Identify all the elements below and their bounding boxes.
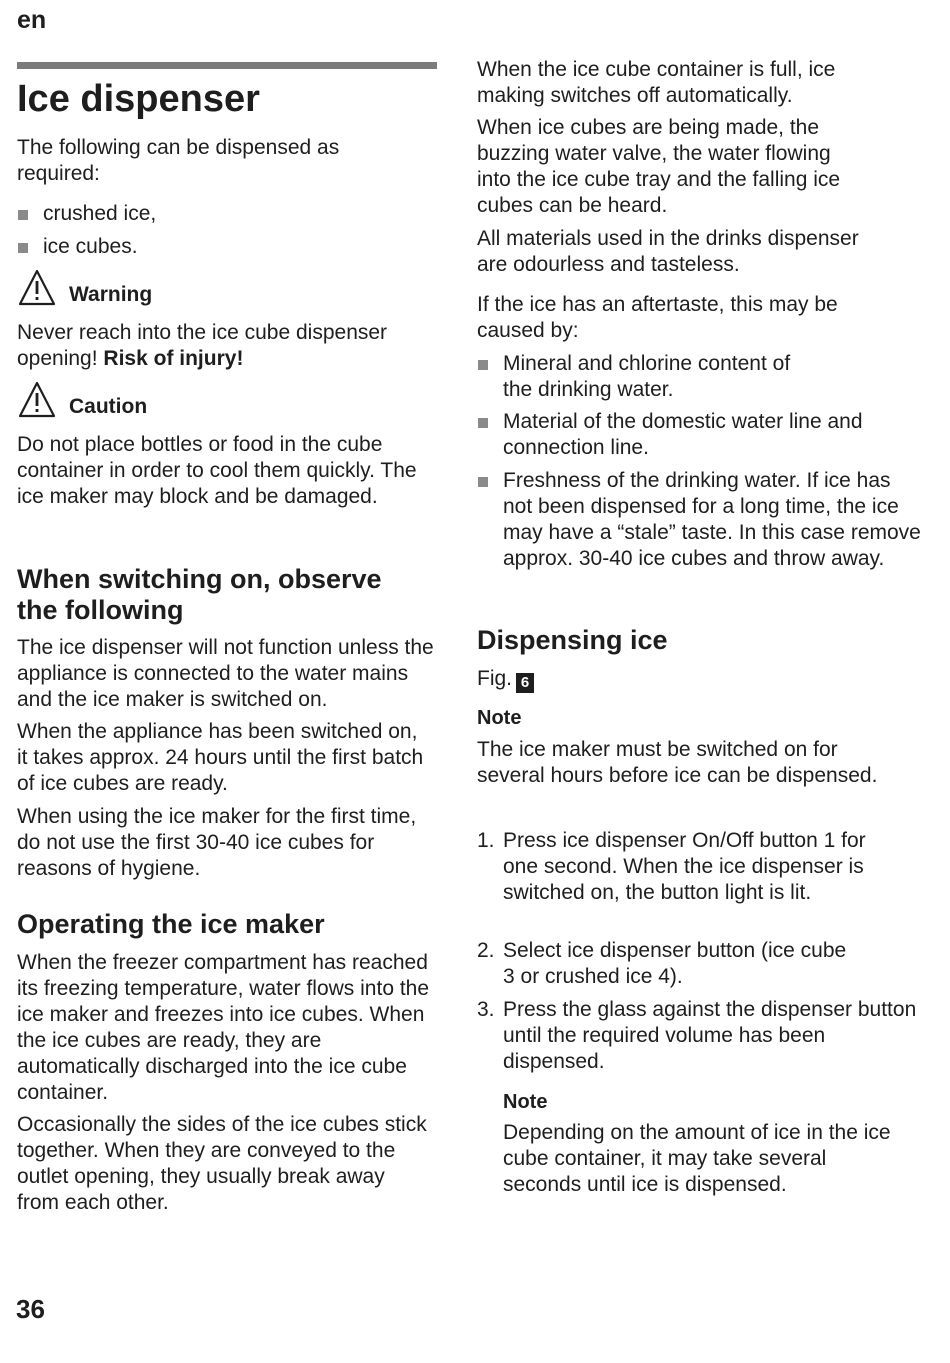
step-item: 3. Press the glass against the dispenser button until the required volume has been dispensed. (477, 998, 917, 1073)
paragraph: When using the ice maker for the first time, do not use the first 30-40 ice cubes for reasons of hygiene. (17, 805, 417, 880)
bullet-square-icon (18, 210, 28, 220)
bullet-square-icon (478, 477, 488, 487)
list-item: Freshness of the drinking water. If ice has not been dispensed for a long time, the ice may have a “stale” taste. In this case remove approx. 30-40 ice cubes and throw away. (477, 468, 923, 572)
warning-heading (17, 268, 152, 308)
list-item: Material of the domestic water line and connection line. (477, 409, 888, 461)
paragraph: When the freezer compartment has reached its freezing temperature, water flows into the ice maker and freezes into ice cubes. When the ice cubes are ready, they are automatically discharged into the ice cube container. (17, 951, 430, 1104)
paragraph: Occasionally the sides of the ice cubes stick together. When they are conveyed to the outlet opening, they usually break away from each other. (17, 1113, 427, 1214)
note-text: The ice maker must be switched on for several hours before ice can be dispensed. (477, 738, 878, 787)
paragraph: When ice cubes are being made, the buzzing water valve, the water flowing into the ice cube tray and the falling ice cubes can be heard. (477, 116, 841, 217)
page-title: Ice dispenser (17, 78, 260, 120)
step-item: 1. Press ice dispenser On/Off button 1 for one second. When the ice dispenser is switched on, the button light is lit. (477, 829, 866, 904)
note-label: Note (503, 1091, 548, 1113)
bullet-square-icon (478, 418, 488, 428)
step-item: 2. Select ice dispenser button (ice cube 3 or crushed ice 4). (477, 939, 847, 988)
warning-label: Warning (69, 283, 153, 306)
note-text: Depending on the amount of ice in the ice cube container, it may take several seconds until ice is dispensed. (503, 1121, 891, 1196)
caution-heading (17, 380, 147, 420)
section-heading-switching: When switching on, observe the following (17, 564, 382, 625)
section-heading-dispensing: Dispensing ice (477, 625, 668, 655)
list-item: crushed ice, (17, 201, 156, 227)
caution-triangle-icon (17, 380, 57, 420)
section-heading-operating: Operating the ice maker (17, 909, 325, 939)
figure-number-badge: 6 (516, 673, 534, 693)
warning-text: Never reach into the ice cube dispenser opening! Risk of injury! (17, 321, 388, 370)
warning-triangle-icon (17, 268, 57, 308)
caution-label: Caution (69, 395, 148, 418)
paragraph: When the appliance has been switched on, it takes approx. 24 hours until the first batch of ice cubes are ready. (17, 720, 424, 795)
list-item: ice cubes. (17, 234, 138, 260)
bullet-square-icon (18, 243, 28, 253)
warning-emphasis: Risk of injury! (103, 347, 244, 370)
intro-text: The following can be dispensed as required: (17, 136, 340, 185)
list-item: Mineral and chlorine content of the drinking water. (477, 351, 823, 403)
caution-text: Do not place bottles or food in the cube container in order to cool them quickly. The ice maker may block and be damaged. (17, 433, 417, 508)
language-code: en (17, 6, 47, 34)
paragraph: If the ice has an aftertaste, this may be caused by: (477, 293, 838, 342)
paragraph: The ice dispenser will not function unless the appliance is connected to the water mains and the ice maker is switched on. (17, 636, 434, 711)
paragraph: All materials used in the drinks dispenser are odourless and tasteless. (477, 227, 859, 276)
bullet-square-icon (478, 360, 488, 370)
section-rule (17, 62, 437, 69)
note-label: Note (477, 707, 522, 729)
page-number: 36 (16, 1294, 45, 1324)
figure-reference: Fig. 6 (477, 666, 534, 693)
paragraph: When the ice cube container is full, ice making switches off automatically. (477, 58, 836, 107)
